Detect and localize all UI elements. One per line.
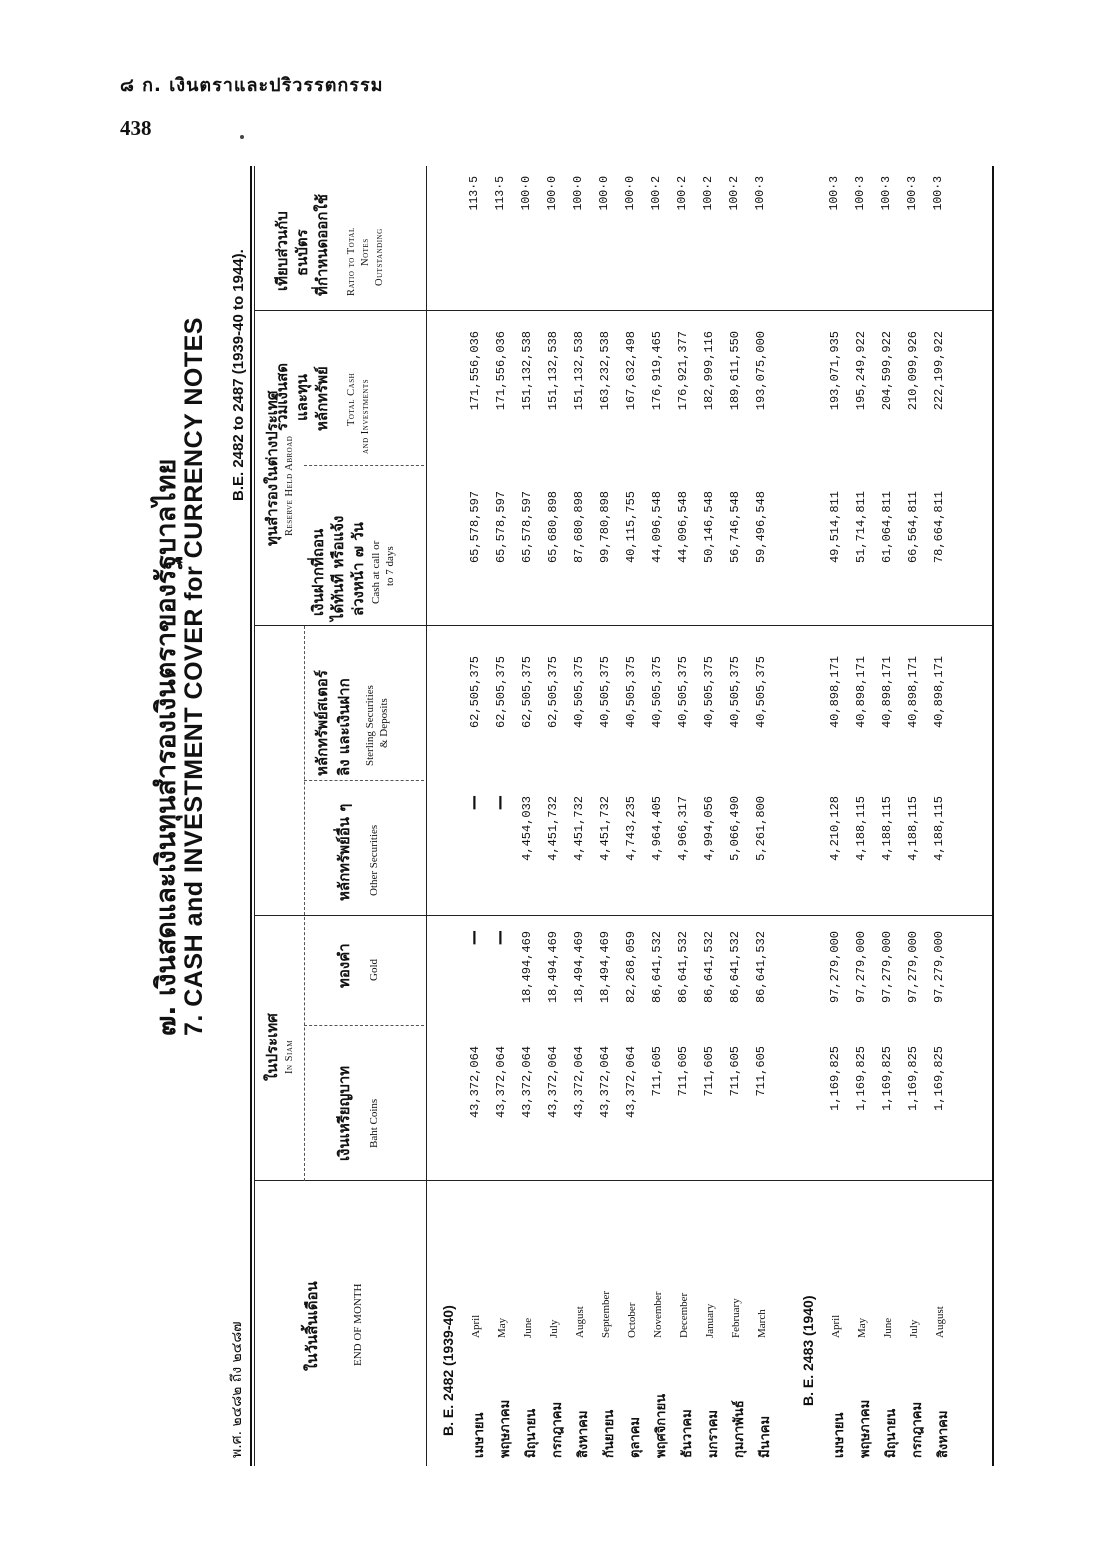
cell-total: 210,099,926 [906,331,920,411]
cell-sterling: 40,505,375 [754,656,768,729]
cell-total: 193,071,935 [828,331,842,411]
cell-other: — [462,796,487,810]
cell-other: 5,261,800 [754,796,768,861]
cell-ratio: 100·3 [854,176,867,211]
cell-gold: — [462,931,487,945]
month-english: February [730,1298,742,1338]
cell-cash-call: 87,680,898 [572,491,586,564]
month-thai: มีนาคม [758,1415,773,1458]
group-header-rule [304,626,305,1181]
cell-other: 4,451,732 [598,796,612,861]
cell-sterling: 40,505,375 [598,656,612,729]
col-divider [254,310,992,311]
cell-total: 171,556,036 [468,331,482,411]
table-top-rule-thin [254,166,255,1466]
be-range-english: B.E. 2482 to 2487 (1939-40 to 1944). [230,249,247,501]
cell-gold: 97,279,000 [828,931,842,1004]
cell-cash-call: 59,496,548 [754,491,768,564]
cell-total: 195,249,922 [854,331,868,411]
cell-sterling: 62,505,375 [546,656,560,729]
cell-baht-coins: 1,169,825 [932,1046,946,1111]
title-english: 7. CASH and INVESTMENT COVER for CURRENCY NOTES [180,317,208,1036]
hdr-sterling-thai-1: หลักทรัพย์สเตอร์ [313,670,331,776]
cell-gold: 18,494,469 [520,931,534,1004]
cell-baht-coins: 1,169,825 [828,1046,842,1111]
be-years-thai: พ.ศ. ๒๔๘๒ ถึง ๒๔๘๗ [229,1321,245,1458]
table-bottom-rule [992,166,994,1466]
hdr-sterling-en-2: & Deposits [378,698,390,748]
month-thai: สิงหาคม [936,1410,951,1458]
cell-total: 171,556,036 [494,331,508,411]
cell-gold: 97,279,000 [854,931,868,1004]
cell-ratio: 100·3 [906,176,919,211]
hdr-other-securities-en: Other Securities [368,824,380,896]
cell-total: 151,132,538 [520,331,534,411]
header-bottom-rule [426,166,427,1466]
cell-total: 204,599,922 [880,331,894,411]
cell-other: 5,066,490 [728,796,742,861]
cell-cash-call: 44,096,548 [676,491,690,564]
cell-total: 189,611,550 [728,331,742,411]
month-thai: กันยายน [602,1409,617,1458]
col-divider [254,915,992,916]
cell-sterling: 40,505,375 [572,656,586,729]
col-divider [254,1180,992,1181]
cell-sterling: 40,898,171 [880,656,894,729]
hdr-total-en-1: Total Cash [346,372,357,426]
month-thai: พฤษภาคม [498,1399,513,1458]
cell-gold: 86,641,532 [728,931,742,1004]
hdr-total-thai-2: และทุน [293,373,311,421]
cell-other: 4,188,115 [932,796,946,861]
section-label: B. E. 2483 (1940) [800,1295,816,1406]
month-english: January [704,1303,716,1338]
cell-sterling: 62,505,375 [468,656,482,729]
cell-cash-call: 78,664,811 [932,491,946,564]
cell-ratio: 100·2 [728,176,741,211]
cell-ratio: 100·0 [598,176,611,211]
month-english: March [756,1309,768,1338]
cell-cash-call: 56,746,548 [728,491,742,564]
cell-gold: — [488,931,513,945]
cell-sterling: 40,898,171 [828,656,842,729]
cell-other: — [488,796,513,810]
cell-total: 151,132,538 [546,331,560,411]
cell-cash-call: 44,096,548 [650,491,664,564]
month-thai: มกราคม [706,1410,721,1458]
month-english: May [856,1317,868,1338]
cell-baht-coins: 711,605 [676,1046,690,1097]
cell-other: 4,451,732 [572,796,586,861]
cell-ratio: 100·0 [624,176,637,211]
cell-cash-call: 50,146,548 [702,491,716,564]
month-english: December [678,1292,690,1338]
hdr-month-thai: ในวันสิ้นเดือน [303,1281,321,1371]
month-english: June [522,1317,534,1338]
month-thai: มิถุนายน [884,1408,899,1458]
hdr-in-siam-thai: ในประเทศ [263,1013,281,1081]
cell-other: 4,743,235 [624,796,638,861]
col-divider [254,625,992,626]
month-english: October [626,1302,638,1338]
cell-baht-coins: 711,605 [754,1046,768,1097]
cell-other: 4,188,115 [906,796,920,861]
cell-gold: 97,279,000 [932,931,946,1004]
month-thai: พฤษภาคม [858,1399,873,1458]
month-english: September [600,1290,612,1338]
cell-other: 4,188,115 [854,796,868,861]
cell-cash-call: 49,514,811 [828,491,842,564]
cell-baht-coins: 1,169,825 [854,1046,868,1111]
cell-sterling: 40,505,375 [676,656,690,729]
cell-ratio: 100·0 [520,176,533,211]
cell-gold: 86,641,532 [754,931,768,1004]
hdr-gold-en: Gold [368,959,380,981]
cell-cash-call: 40,115,755 [624,491,638,564]
running-head: ๘ ก. เงินตราและปริวรรตกรรม [120,75,384,96]
hdr-ratio-thai-3: ที่กำหนดออกใช้ [313,194,331,296]
month-thai: ธันวาคม [680,1409,695,1458]
col-subdivider [304,465,424,466]
rotated-table-page [120,166,1000,1466]
month-english: July [908,1319,920,1338]
cell-ratio: 100·0 [572,176,585,211]
cell-baht-coins: 43,372,064 [572,1046,586,1119]
cell-ratio: 113·5 [494,176,507,211]
month-english: June [882,1317,894,1338]
cell-total: 182,999,116 [702,331,716,411]
hdr-baht-coins-en: Baht Coins [368,1098,380,1148]
month-english: August [574,1306,586,1338]
cell-other: 4,188,115 [880,796,894,861]
cell-baht-coins: 43,372,064 [494,1046,508,1119]
cell-cash-call: 66,564,811 [906,491,920,564]
hdr-cash-call-en-1: Cash at call or [370,540,382,604]
month-english: November [652,1291,664,1338]
cell-other: 4,451,732 [546,796,560,861]
cell-sterling: 40,898,171 [906,656,920,729]
cell-baht-coins: 711,605 [702,1046,716,1097]
month-english: July [548,1319,560,1338]
cell-ratio: 100·2 [676,176,689,211]
cell-cash-call: 99,780,898 [598,491,612,564]
cell-gold: 97,279,000 [906,931,920,1004]
page-number: 438 [120,116,152,140]
cell-gold: 86,641,532 [650,931,664,1004]
cell-total: 176,919,465 [650,331,664,411]
hdr-ratio-en-1: Ratio to Total [346,227,357,296]
hdr-reserve-thai: ทุนสำรองในต่างประเทศ [263,390,281,546]
section-label: B. E. 2482 (1939-40) [440,1305,456,1436]
cell-other: 4,994,056 [702,796,716,861]
cell-sterling: 40,898,171 [932,656,946,729]
hdr-cash-call-en-2: to 7 days [384,546,396,586]
cell-gold: 18,494,469 [598,931,612,1004]
cell-total: 163,232,538 [598,331,612,411]
cell-ratio: 100·3 [932,176,945,211]
cell-gold: 97,279,000 [880,931,894,1004]
speck [240,135,244,139]
cell-gold: 82,268,059 [624,931,638,1004]
month-english: May [496,1317,508,1338]
hdr-ratio-thai-1: เทียบส่วนกับ [273,211,291,291]
col-subdivider [304,1025,424,1026]
cell-gold: 86,641,532 [702,931,716,1004]
hdr-baht-coins-thai: เงินเหรียญบาท [335,1065,353,1161]
month-english: April [830,1314,842,1338]
cell-baht-coins: 43,372,064 [546,1046,560,1119]
hdr-ratio-thai-2: ธนบัตร [293,229,311,276]
cell-gold: 18,494,469 [546,931,560,1004]
month-english: April [470,1314,482,1338]
month-thai: กรกฎาคม [910,1401,925,1458]
cell-gold: 86,641,532 [676,931,690,1004]
cell-total: 193,075,000 [754,331,768,411]
cell-ratio: 100·2 [650,176,663,211]
cell-cash-call: 61,064,811 [880,491,894,564]
month-thai: พฤศจิกายน [654,1394,669,1458]
month-thai: เมษายน [472,1412,487,1458]
cell-baht-coins: 711,605 [728,1046,742,1097]
cell-cash-call: 65,680,898 [546,491,560,564]
hdr-sterling-en-1: Sterling Securities [364,685,376,766]
cell-total: 222,199,922 [932,331,946,411]
cell-cash-call: 65,578,597 [494,491,508,564]
month-thai: มิถุนายน [524,1408,539,1458]
hdr-cash-call-thai-3: ล่วงหน้า ๗ วัน [349,522,367,616]
month-thai: เมษายน [832,1412,847,1458]
hdr-other-securities-thai: หลักทรัพย์อื่น ๆ [335,803,353,901]
hdr-cash-call-thai-1: เงินฝากที่ถอน [309,528,327,616]
cell-gold: 18,494,469 [572,931,586,1004]
cell-other: 4,966,317 [676,796,690,861]
cell-other: 4,964,405 [650,796,664,861]
cell-baht-coins: 43,372,064 [598,1046,612,1119]
cell-cash-call: 51,714,811 [854,491,868,564]
hdr-ratio-en-2: Notes [360,238,371,266]
month-thai: กุมภาพันธ์ [732,1400,747,1458]
hdr-in-siam-en: In Siam [284,1039,295,1074]
cell-baht-coins: 1,169,825 [880,1046,894,1111]
hdr-total-en-2: and Investments [360,378,371,454]
cell-ratio: 113·5 [468,176,481,211]
hdr-reserve-en: Reserve Held Abroad [284,435,295,536]
hdr-ratio-en-3: Outstanding [374,228,385,286]
cell-ratio: 100·2 [702,176,715,211]
month-thai: กรกฎาคม [550,1401,565,1458]
hdr-total-thai-1: รวมเงินสด [273,363,291,431]
cell-baht-coins: 43,372,064 [468,1046,482,1119]
cell-ratio: 100·3 [880,176,893,211]
month-english: August [934,1306,946,1338]
col-subdivider [304,780,424,781]
cell-ratio: 100·3 [754,176,767,211]
cell-baht-coins: 43,372,064 [520,1046,534,1119]
cell-other: 4,210,128 [828,796,842,861]
cell-sterling: 40,505,375 [728,656,742,729]
cell-baht-coins: 1,169,825 [906,1046,920,1111]
month-thai: ตุลาคม [628,1417,643,1458]
title-thai: ๗. เงินสดและเงินทุนสำรองเงินตราของรัฐบาลไทย [151,458,182,1036]
cell-total: 176,921,377 [676,331,690,411]
cell-cash-call: 65,578,597 [468,491,482,564]
cell-sterling: 40,898,171 [854,656,868,729]
hdr-sterling-thai-2: ลิง และเงินฝาก [335,678,353,776]
hdr-month-en: END OF MONTH [352,1283,364,1366]
month-thai: สิงหาคม [576,1410,591,1458]
cell-ratio: 100·3 [828,176,841,211]
cell-sterling: 40,505,375 [624,656,638,729]
hdr-cash-call-thai-2: ได้ทันที หรือแจ้ง [329,515,347,621]
cell-sterling: 62,505,375 [520,656,534,729]
cell-cash-call: 65,578,597 [520,491,534,564]
cell-sterling: 40,505,375 [650,656,664,729]
cell-sterling: 40,505,375 [702,656,716,729]
cell-other: 4,454,033 [520,796,534,861]
cell-sterling: 62,505,375 [494,656,508,729]
cell-ratio: 100·0 [546,176,559,211]
cell-total: 167,632,498 [624,331,638,411]
cell-baht-coins: 711,605 [650,1046,664,1097]
cell-total: 151,132,538 [572,331,586,411]
hdr-gold-thai: ทองคำ [335,943,353,988]
table-top-rule [250,166,252,1466]
hdr-total-thai-3: หลักทรัพย์ [313,366,331,431]
cell-baht-coins: 43,372,064 [624,1046,638,1119]
